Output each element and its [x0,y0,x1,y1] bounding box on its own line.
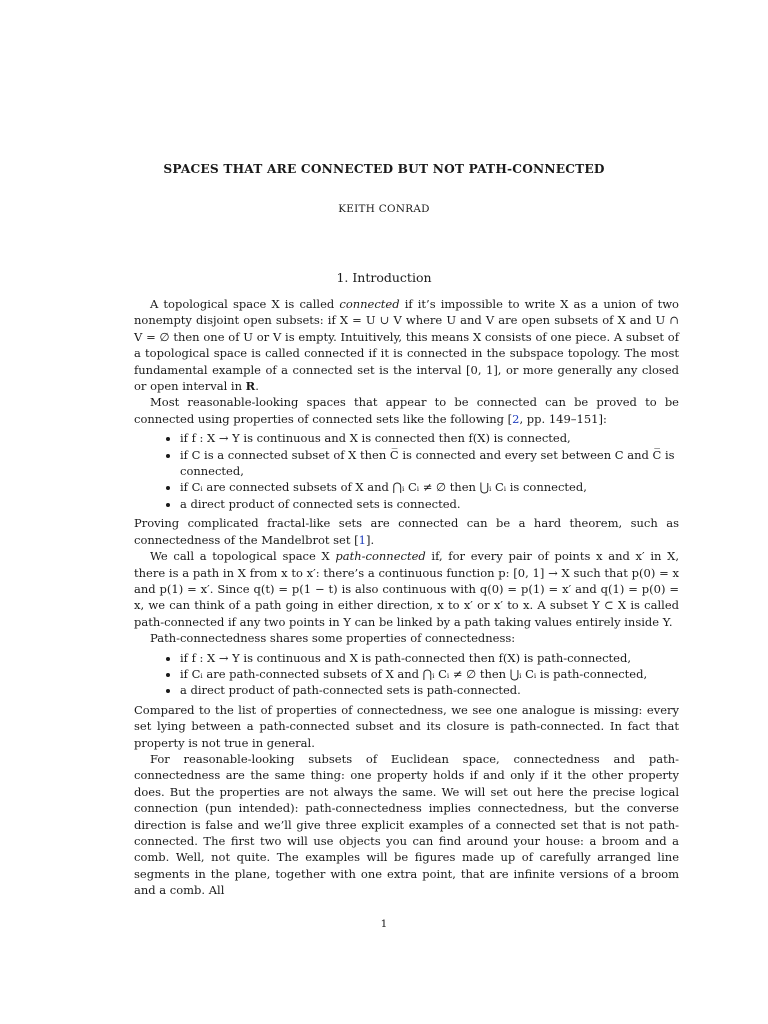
list-item: • a direct product of path-connected sets is path-connected. [180,682,679,698]
list-item: • if C is a connected subset of X then C̅ is connected and every set between C and C̅ is connected, [180,447,679,480]
list-item: • if f : X → Y is continuous and X is path-connected then f(X) is path-connected, [180,650,679,666]
citation-link-1[interactable]: 1 [358,532,366,547]
list-item: • if Cᵢ are path-connected subsets of X and ⋂ᵢ Cᵢ ≠ ∅ then ⋃ᵢ Cᵢ is path-connected, [180,666,679,682]
paragraph-path-properties-intro: Path-connectedness shares some properties of connectedness: [150,631,516,646]
connected-properties-list [134,430,679,512]
paragraph-reasonable-spaces: Most reasonable-looking spaces that appear to be connected can be proved to be connected using properties of connected sets like the following [2, pp. 149–151]: [134,395,679,426]
paragraph-missing-analogue: Compared to the list of properties of connectedness, we see one analogue is missing: every set lying between a path-connected subset and its closure is path-connected. In fact that property is not true in general. [134,702,679,750]
list-item: • a direct product of connected sets is connected. [180,496,679,512]
page-number: 1 [380,918,388,930]
list-item: • if f : X → Y is continuous and X is connected then f(X) is connected, [180,430,679,446]
paragraph-path-connected-definition: We call a topological space X path-connected if, for every pair of points x and x′ in X, there is a path in X from x to x′: there’s a continuous function p: [0, 1] → X such that p(0) = x and p(1) = x′. Since q(t) = p(1 − t) is also continuous with q(0) = p(1) = x′ and q(1) = p(0) = x, we can think of a path going in either direction, x to x′ or x′ to x. A subset Y ⊂ X is called path-connected if any two points in Y can be linked by a path taking values entirely inside Y. [134,549,679,629]
paper-title: SPACES THAT ARE CONNECTED BUT NOT PATH-CONNECTED [163,162,605,176]
paragraph-connected-definition: A topological space X is called connected if it’s impossible to write X as a union of two nonempty disjoint open subsets: if X = U ∪ V where U and V are open subsets of X and U ∩ V = ∅ then one of U or V is empty. Intuitively, this means X consists of one piece. A subset of a topological space is called connected if it is connected in the subspace topology. The most fundamental example of a connected set is the interval [0, 1], or more generally any closed or open interval in R. [134,297,679,394]
path-connected-properties-list [134,650,679,699]
paragraph-mandelbrot: Proving complicated fractal-like sets are connected can be a hard theorem, such as connectedness of the Mandelbrot set [1]. [134,516,679,547]
paper-author: KEITH CONRAD [338,203,430,215]
list-item: • if Cᵢ are connected subsets of X and ⋂ᵢ Cᵢ ≠ ∅ then ⋃ᵢ Cᵢ is connected, [180,479,679,495]
paragraph-euclidean-subsets: For reasonable-looking subsets of Euclidean space, connectedness and path-connectedness are the same thing: one property holds if and only if it the other property does. But the properties are not always the same. We will set out here the precise logical connection (pun intended): path-connectedness implies connectedness, but the converse direction is false and we’ll give three explicit examples of a connected set that is not path-connected. The first two will use objects you can find around your house: a broom and a comb. Well, not quite. The examples will be figures made up of carefully arranged line segments in the plane, together with one extra point, that are infinite versions of a broom and a comb. All [134,751,679,898]
section-heading: 1. Introduction [336,270,432,285]
citation-link-2[interactable]: 2 [512,411,520,426]
body-text [134,296,679,899]
